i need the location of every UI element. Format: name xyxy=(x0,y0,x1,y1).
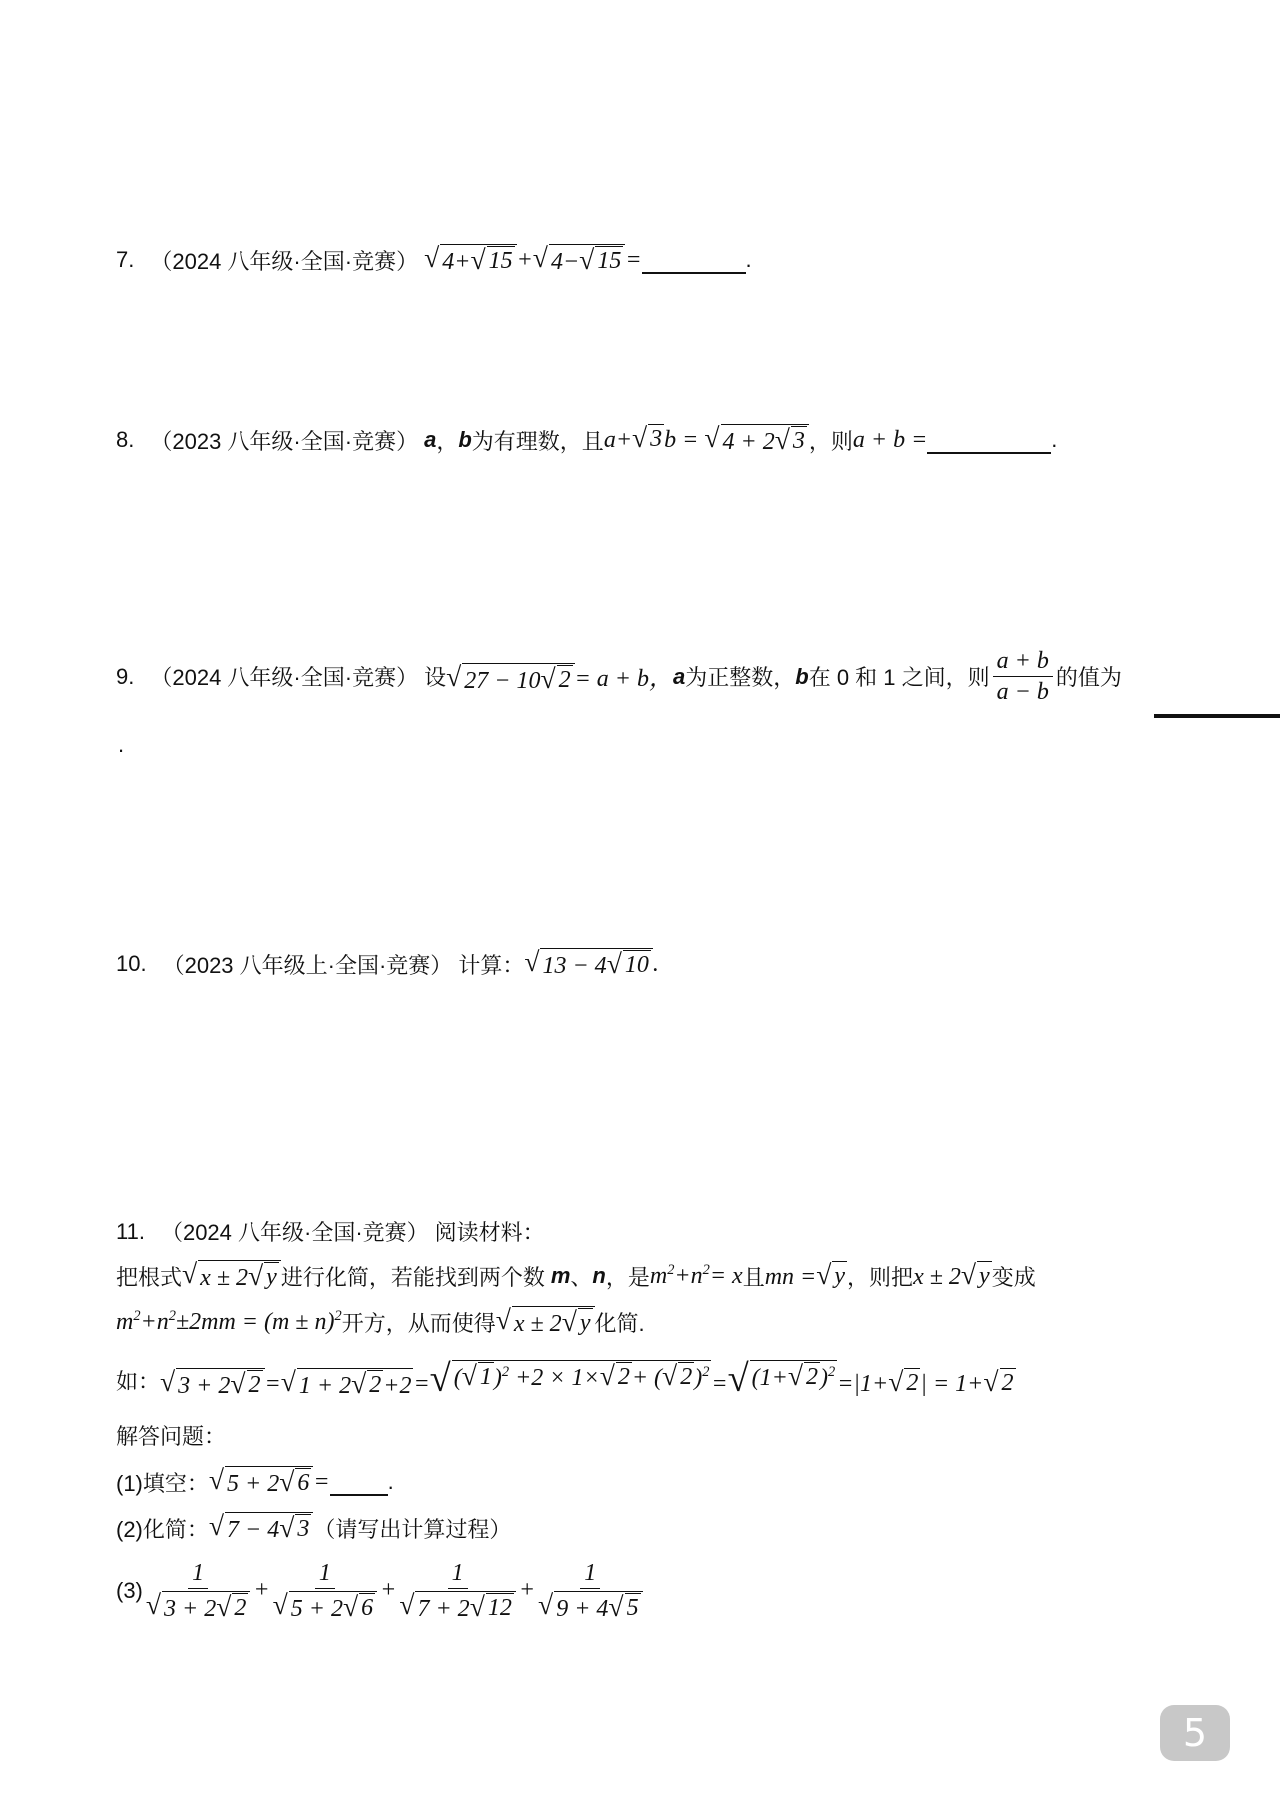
subquestion-2: (2)化简： √ 7 − 4 √ 3 （请写出计算过程） xyxy=(116,1510,512,1543)
question-number: 11. xyxy=(116,1218,145,1244)
question-7: 7. （2024 八年级·全国·竞赛） √ 4+ √ 15 + √ 4− √ 15 = . xyxy=(116,242,752,275)
sqrt: √ 4+ √ 15 xyxy=(424,244,517,276)
question-number: 10. xyxy=(116,951,147,976)
answer-blank[interactable] xyxy=(330,1468,388,1496)
answer-questions-heading: 解答问题： xyxy=(116,1424,227,1449)
question-8: 8. （2023 八年级·全国·竞赛） a ， b 为有理数，且 a+ √ 3 b = √ 4 + 2 √ 3 ，则 a + b = . xyxy=(116,422,1058,455)
question-source: （2024 八年级·全国·竞赛） xyxy=(150,665,419,691)
answer-blank[interactable] xyxy=(927,426,1051,454)
math-expression: √ 4+ √ 15 + √ 4− √ 15 = xyxy=(424,242,642,275)
question-title: 阅读材料： xyxy=(434,1220,545,1245)
math-expression: √ 27 − 10 √ 2 = a + b， xyxy=(446,661,673,695)
question-10: 10. （2023 八年级上·全国·竞赛） 计算： √ 13 − 4 √ 10 . xyxy=(116,946,659,979)
question-source: （2023 八年级·全国·竞赛） xyxy=(150,428,419,454)
fraction: $\frac{a + b}{a - b}$ xyxy=(993,648,1053,706)
question-source: （2024 八年级·全国·竞赛） xyxy=(160,1220,429,1245)
question-11 xyxy=(116,1216,545,1247)
page-number-badge: 5 xyxy=(1160,1705,1230,1761)
reading-line-1: 把根式 √ x ± 2 √ y 进行化简，若能找到两个数 m 、 n ，是 $m^2+n^2= x$ 且 mn = √ y ，则把 x ± 2 √ y 变成 xyxy=(116,1258,1036,1291)
reading-line-2: $m^2+n^2\pm 2mm = (m \pm n)^2$ 开方，从而使得 √ x ± 2 √ y 化简. xyxy=(116,1304,645,1337)
math-expression: √ 13 − 4 √ 10 . xyxy=(524,946,659,979)
math-expression: a+ √ 3 b = √ 4 + 2 √ 3 xyxy=(604,424,809,456)
reading-example: 如： √ 3 + 2 √ 2 = √ 1 + 2 √ 2 +2 = √ ( √ 1 )$^2$ +2 × 1× √ 2 + ( √ 2 )$^2$ = √ (1+ √ 2 )$^2$ =|1+ √ 2 | = 1+ √ 2 xyxy=(116,1358,1014,1400)
answer-blank[interactable] xyxy=(642,246,746,274)
trailing-period: . xyxy=(118,732,125,757)
question-number: 8. xyxy=(116,427,135,452)
subquestion-1: (1)填空： √ 5 + 2 √ 6 = . xyxy=(116,1464,394,1497)
subquestion-3: (3) 1 √ 3 + 2 √ 2 + 1 √ 5 + 2 √ 6 + 1 √ 7 + 2 √ 12 + 1 √ 9 + 4 √ 5 xyxy=(116,1560,646,1623)
question-number: 7. xyxy=(116,247,135,272)
question-source: （2023 八年级上·全国·竞赛） xyxy=(162,952,453,978)
question-number: 9. xyxy=(116,663,135,689)
question-source: （2024 八年级·全国·竞赛） xyxy=(150,248,419,274)
sqrt: √ 4− √ 15 xyxy=(533,244,626,276)
answer-blank[interactable] xyxy=(1154,714,1280,718)
question-9: 9. （2024 八年级·全国·竞赛） 设 √ 27 − 10 √ 2 = a + b， a 为正整数， b 在 0 和 1 之间，则 $\frac{a + b}{a - b}$ 的值为 xyxy=(116,648,1122,706)
